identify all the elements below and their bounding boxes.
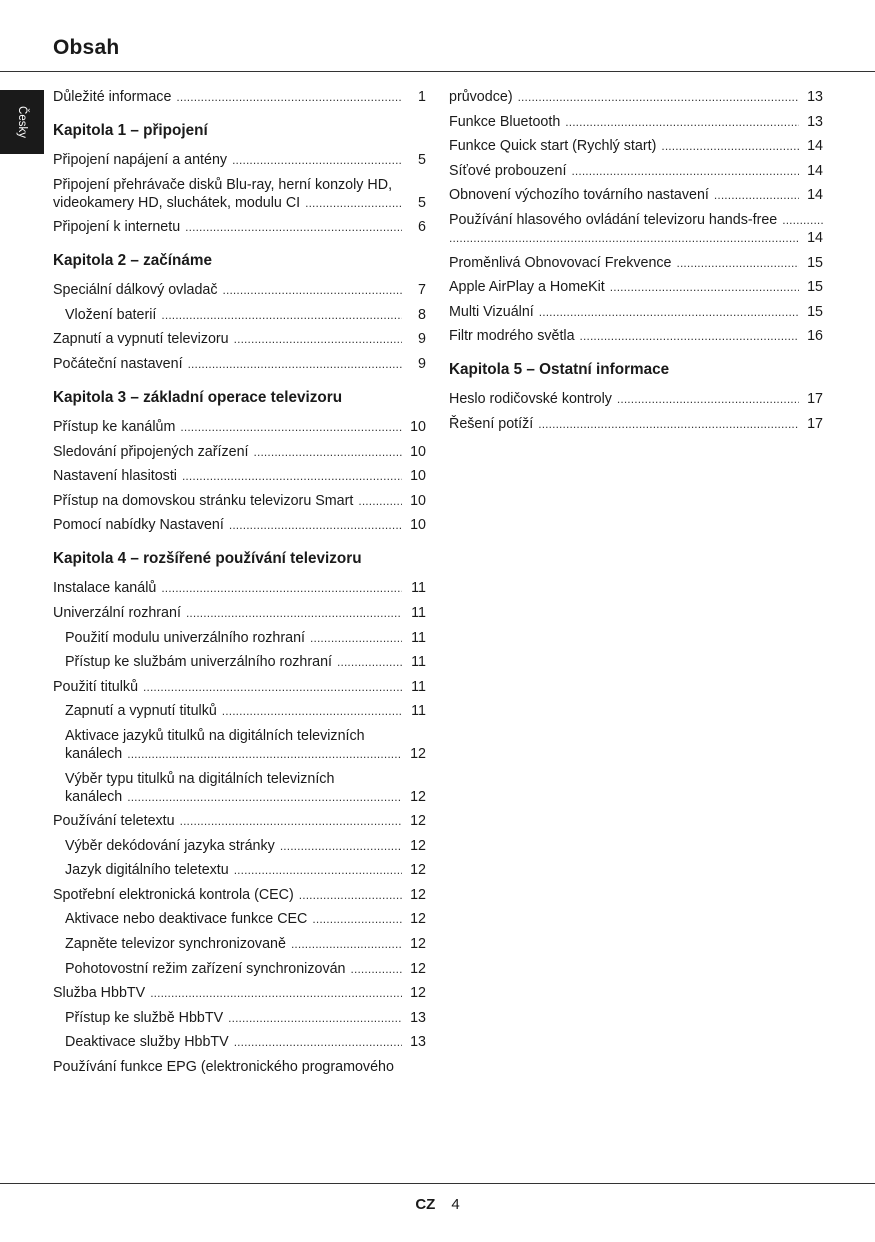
toc-entry[interactable] xyxy=(449,88,823,106)
toc-entry[interactable] xyxy=(53,467,426,485)
toc-entry[interactable] xyxy=(53,330,426,348)
toc-entry[interactable] xyxy=(53,653,426,671)
toc-entry-title: Zapnutí a vypnutí televizoru xyxy=(53,331,229,348)
toc-entry-title: Služba HbbTV xyxy=(53,985,146,1002)
toc-entry[interactable] xyxy=(449,211,823,247)
toc-entry-page: 9 xyxy=(418,331,426,348)
toc-entry-page: 10 xyxy=(410,492,426,509)
page-number: 4 xyxy=(451,1196,460,1213)
toc-entry-page: 15 xyxy=(807,279,823,296)
leader-dots xyxy=(186,604,402,622)
toc-entry-title: Počáteční nastavení xyxy=(53,355,183,372)
toc-entry-title: Pomocí nabídky Nastavení xyxy=(53,517,224,534)
toc-entry[interactable] xyxy=(449,254,823,272)
leader-dots xyxy=(180,812,402,830)
leader-dots xyxy=(580,327,799,345)
toc-entry-line xyxy=(65,788,426,806)
leader-dots xyxy=(229,516,402,534)
leader-dots xyxy=(234,1033,402,1051)
toc-entry-page: 10 xyxy=(410,443,426,460)
toc-entry-page: 13 xyxy=(410,1009,426,1026)
toc-entry-page: 11 xyxy=(411,629,426,646)
toc-entry-title: Aktivace jazyků titulků na digitálních televizních xyxy=(65,727,365,744)
toc-entry-page: 12 xyxy=(410,813,426,830)
toc-entry-title: Použití modulu univerzálního rozhraní xyxy=(65,629,306,646)
toc-entry-title: Přístup na domovskou stránku televizoru Smart xyxy=(53,492,354,509)
page-title: Obsah xyxy=(53,36,120,59)
toc-entry[interactable] xyxy=(53,151,426,169)
leader-dots xyxy=(358,492,402,510)
toc-entry[interactable] xyxy=(449,390,823,408)
leader-dots xyxy=(305,194,402,212)
toc-entry-title: Používání hlasového ovládání televizoru hands-free xyxy=(449,211,778,228)
toc-entry[interactable] xyxy=(53,812,426,830)
toc-entry-page: 17 xyxy=(807,415,823,432)
toc-entry[interactable] xyxy=(53,935,426,953)
toc-entry-page: 8 xyxy=(418,306,426,323)
toc-entry-title: Zapnutí a vypnutí titulků xyxy=(65,703,217,720)
toc-entry-title: Obnovení výchozího továrního nastavení xyxy=(449,187,709,204)
chapter-heading: Kapitola 1 – připojení xyxy=(53,122,208,139)
toc-entry-title: Použití titulků xyxy=(53,678,139,695)
toc-entry-page: 12 xyxy=(410,960,426,977)
toc-entry[interactable] xyxy=(53,1058,426,1076)
toc-entry-page: 12 xyxy=(410,936,426,953)
leader-dots xyxy=(714,186,799,204)
toc-entry-title: Spotřební elektronická kontrola (CEC) xyxy=(53,886,294,903)
leader-dots xyxy=(518,88,799,106)
toc-entry-page: 10 xyxy=(410,418,426,435)
toc-entry[interactable] xyxy=(53,579,426,597)
toc-entry-page: 13 xyxy=(807,113,823,130)
toc-entry-title: Důležité informace xyxy=(53,89,172,105)
toc-entry[interactable] xyxy=(53,886,426,904)
toc-entry[interactable] xyxy=(53,984,426,1002)
toc-entry-title: Používání teletextu xyxy=(53,813,175,830)
chapter-heading: Kapitola 3 – základní operace televizoru xyxy=(53,388,343,406)
toc-entry[interactable] xyxy=(53,837,426,855)
leader-dots xyxy=(661,137,799,155)
toc-entry-page: 11 xyxy=(411,580,426,597)
toc-entry-title: Sledování připojených zařízení xyxy=(53,443,249,460)
header-divider xyxy=(0,71,875,72)
toc-entry[interactable] xyxy=(449,186,823,204)
toc-entry[interactable] xyxy=(53,678,426,696)
toc-entry-page: 17 xyxy=(807,391,823,408)
toc-entry[interactable] xyxy=(449,415,823,433)
toc-entry[interactable] xyxy=(53,218,426,236)
toc-entry-page: 12 xyxy=(410,911,426,928)
toc-entry[interactable] xyxy=(449,162,823,180)
toc-entry-title: Heslo rodičovské kontroly xyxy=(449,391,612,408)
toc-entry-page: 11 xyxy=(411,678,426,695)
toc-entry[interactable] xyxy=(53,281,426,299)
toc-entry-page: 5 xyxy=(418,194,426,211)
toc-entry-title: Výběr typu titulků na digitálních televizních xyxy=(65,770,335,787)
toc-entry[interactable] xyxy=(53,176,426,212)
leader-dots xyxy=(312,910,402,928)
language-label: Česky xyxy=(16,106,28,138)
leader-dots xyxy=(782,211,823,229)
toc-entry-page: 15 xyxy=(807,303,823,320)
toc-entry[interactable] xyxy=(53,516,426,534)
toc-entry-title: Přístup ke službám univerzálního rozhraní xyxy=(65,654,333,671)
language-code: CZ xyxy=(415,1196,436,1213)
toc-entry-title: Speciální dálkový ovladač xyxy=(53,282,218,299)
leader-dots xyxy=(571,162,799,180)
leader-dots xyxy=(161,579,402,597)
toc-entry-page: 14 xyxy=(807,229,823,246)
leader-dots xyxy=(185,218,402,236)
toc-entry[interactable] xyxy=(53,770,426,806)
toc-entry-title: Připojení přehrávače disků Blu-ray, herní konzoly HD, xyxy=(53,176,393,193)
toc-entry-title: Síťové probouzení xyxy=(449,162,567,179)
toc-entry-page: 6 xyxy=(418,219,426,236)
toc-entry-page: 11 xyxy=(411,703,426,720)
leader-dots xyxy=(617,390,799,408)
toc-entry[interactable] xyxy=(53,443,426,461)
leader-dots xyxy=(234,861,402,879)
chapter-heading: Kapitola 2 – začínáme xyxy=(53,252,212,270)
leader-dots xyxy=(291,935,402,953)
toc-entry[interactable] xyxy=(53,1009,426,1027)
toc-entry[interactable] xyxy=(449,137,823,155)
leader-dots xyxy=(610,278,799,296)
toc-entry-page: 9 xyxy=(418,355,426,372)
toc-entry-title: Proměnlivá Obnovovací Frekvence xyxy=(449,254,672,271)
toc-entry[interactable] xyxy=(53,910,426,928)
toc-entry-page: 1 xyxy=(418,89,426,105)
toc-entry-title: Nastavení hlasitosti xyxy=(53,468,177,485)
toc-entry-page: 15 xyxy=(807,254,823,271)
leader-dots xyxy=(180,418,402,436)
leader-dots xyxy=(188,355,402,373)
toc-entry-title: Filtr modrého světla xyxy=(449,328,575,345)
toc-entry-page: 13 xyxy=(807,89,823,105)
toc-entry-page: 7 xyxy=(418,282,426,299)
toc-entry-page: 12 xyxy=(410,886,426,903)
toc-entry-line xyxy=(449,229,823,247)
leader-dots xyxy=(565,113,799,131)
toc-entry-title: Instalace kanálů xyxy=(53,580,157,597)
toc-entry-page: 12 xyxy=(410,745,426,762)
toc-entry-page: 5 xyxy=(418,152,426,168)
toc-entry-page: 12 xyxy=(410,788,426,805)
toc-entry-title: Řešení potíží xyxy=(449,415,534,432)
leader-dots xyxy=(223,281,402,299)
toc-entry-page: 14 xyxy=(807,187,823,204)
toc-entry-title: průvodce) xyxy=(449,89,513,105)
page-footer xyxy=(0,1196,875,1213)
toc-entry-title: Deaktivace služby HbbTV xyxy=(65,1034,229,1051)
language-tab xyxy=(0,90,44,154)
toc-entry-title: Vložení baterií xyxy=(65,306,157,323)
toc-entry-page: 11 xyxy=(411,604,426,621)
toc-entry-title: Připojení k internetu xyxy=(53,219,181,236)
leader-dots xyxy=(337,653,402,671)
leader-dots xyxy=(127,745,402,763)
toc-entry-title: Apple AirPlay a HomeKit xyxy=(449,279,605,296)
leader-dots xyxy=(299,886,402,904)
toc-entry-line xyxy=(65,745,426,763)
toc-entry[interactable] xyxy=(449,113,823,131)
toc-entry-title: Přístup ke službě HbbTV xyxy=(65,1009,224,1026)
toc-entry-title: Funkce Bluetooth xyxy=(449,113,561,130)
toc-entry-title: Výběr dekódování jazyka stránky xyxy=(65,837,275,854)
toc-entry[interactable] xyxy=(53,1033,426,1051)
leader-dots xyxy=(310,629,402,647)
toc-entry-title: Funkce Quick start (Rychlý start) xyxy=(449,138,657,155)
toc-entry-page: 12 xyxy=(410,837,426,854)
toc-entry-page: 13 xyxy=(410,1034,426,1051)
leader-dots xyxy=(539,303,799,321)
toc-entry-page: 12 xyxy=(410,985,426,1002)
leader-dots xyxy=(176,88,402,106)
toc-entry-page: 14 xyxy=(807,162,823,179)
toc-entry-title: Používání funkce EPG (elektronického programového xyxy=(53,1059,394,1076)
toc-entry-page: 16 xyxy=(807,328,823,345)
toc-entry[interactable] xyxy=(449,303,823,321)
toc-entry[interactable] xyxy=(53,604,426,622)
leader-dots xyxy=(234,330,402,348)
leader-dots xyxy=(254,443,402,461)
chapter-heading: Kapitola 4 – rozšířené používání televizoru xyxy=(53,550,362,568)
toc-entry-title: Multi Vizuální xyxy=(449,303,534,320)
toc-entry-page: 10 xyxy=(410,468,426,485)
toc-entry-title: Zapněte televizor synchronizovaně xyxy=(65,936,286,953)
toc-entry-title: Univerzální rozhraní xyxy=(53,604,181,621)
footer-divider xyxy=(0,1183,875,1184)
toc-entry[interactable] xyxy=(53,727,426,763)
leader-dots xyxy=(449,229,799,247)
toc-entry[interactable] xyxy=(53,418,426,436)
leader-dots xyxy=(127,788,402,806)
leader-dots xyxy=(222,702,402,720)
toc-entry[interactable] xyxy=(53,629,426,647)
toc-entry-title-cont: videokamery HD, sluchátek, modulu CI xyxy=(53,194,301,211)
toc-right-column xyxy=(449,88,823,440)
leader-dots xyxy=(182,467,402,485)
toc-entry-title-cont: kanálech xyxy=(65,745,123,762)
toc-entry[interactable] xyxy=(53,492,426,510)
chapter-heading: Kapitola 5 – Ostatní informace xyxy=(449,361,670,379)
leader-dots xyxy=(228,1009,402,1027)
toc-entry[interactable] xyxy=(449,278,823,296)
toc-entry-page: 12 xyxy=(410,862,426,879)
toc-entry-title-cont: kanálech xyxy=(65,788,123,805)
leader-dots xyxy=(232,151,402,169)
leader-dots xyxy=(351,960,402,978)
leader-dots xyxy=(150,984,402,1002)
toc-entry-page: 14 xyxy=(807,138,823,155)
toc-entry[interactable] xyxy=(449,327,823,345)
leader-dots xyxy=(677,254,800,272)
toc-entry[interactable] xyxy=(53,88,426,106)
toc-entry[interactable] xyxy=(53,355,426,373)
leader-dots xyxy=(143,678,402,696)
leader-dots xyxy=(161,306,402,324)
toc-entry-title: Připojení napájení a antény xyxy=(53,152,228,168)
toc-entry-page: 10 xyxy=(410,517,426,534)
toc-entry-title: Jazyk digitálního teletextu xyxy=(65,862,229,879)
toc-entry-line xyxy=(53,194,426,212)
toc-left-column xyxy=(53,88,426,1083)
toc-entry[interactable] xyxy=(53,960,426,978)
toc-entry-page: 11 xyxy=(411,654,426,671)
leader-dots xyxy=(538,415,799,433)
toc-entry[interactable] xyxy=(53,861,426,879)
toc-entry[interactable] xyxy=(53,306,426,324)
toc-entry[interactable] xyxy=(53,702,426,720)
toc-entry-title: Přístup ke kanálům xyxy=(53,418,176,435)
toc-entry-line xyxy=(449,211,823,229)
leader-dots xyxy=(280,837,402,855)
toc-entry-title: Pohotovostní režim zařízení synchronizován xyxy=(65,960,346,977)
toc-entry-title: Aktivace nebo deaktivace funkce CEC xyxy=(65,911,308,928)
